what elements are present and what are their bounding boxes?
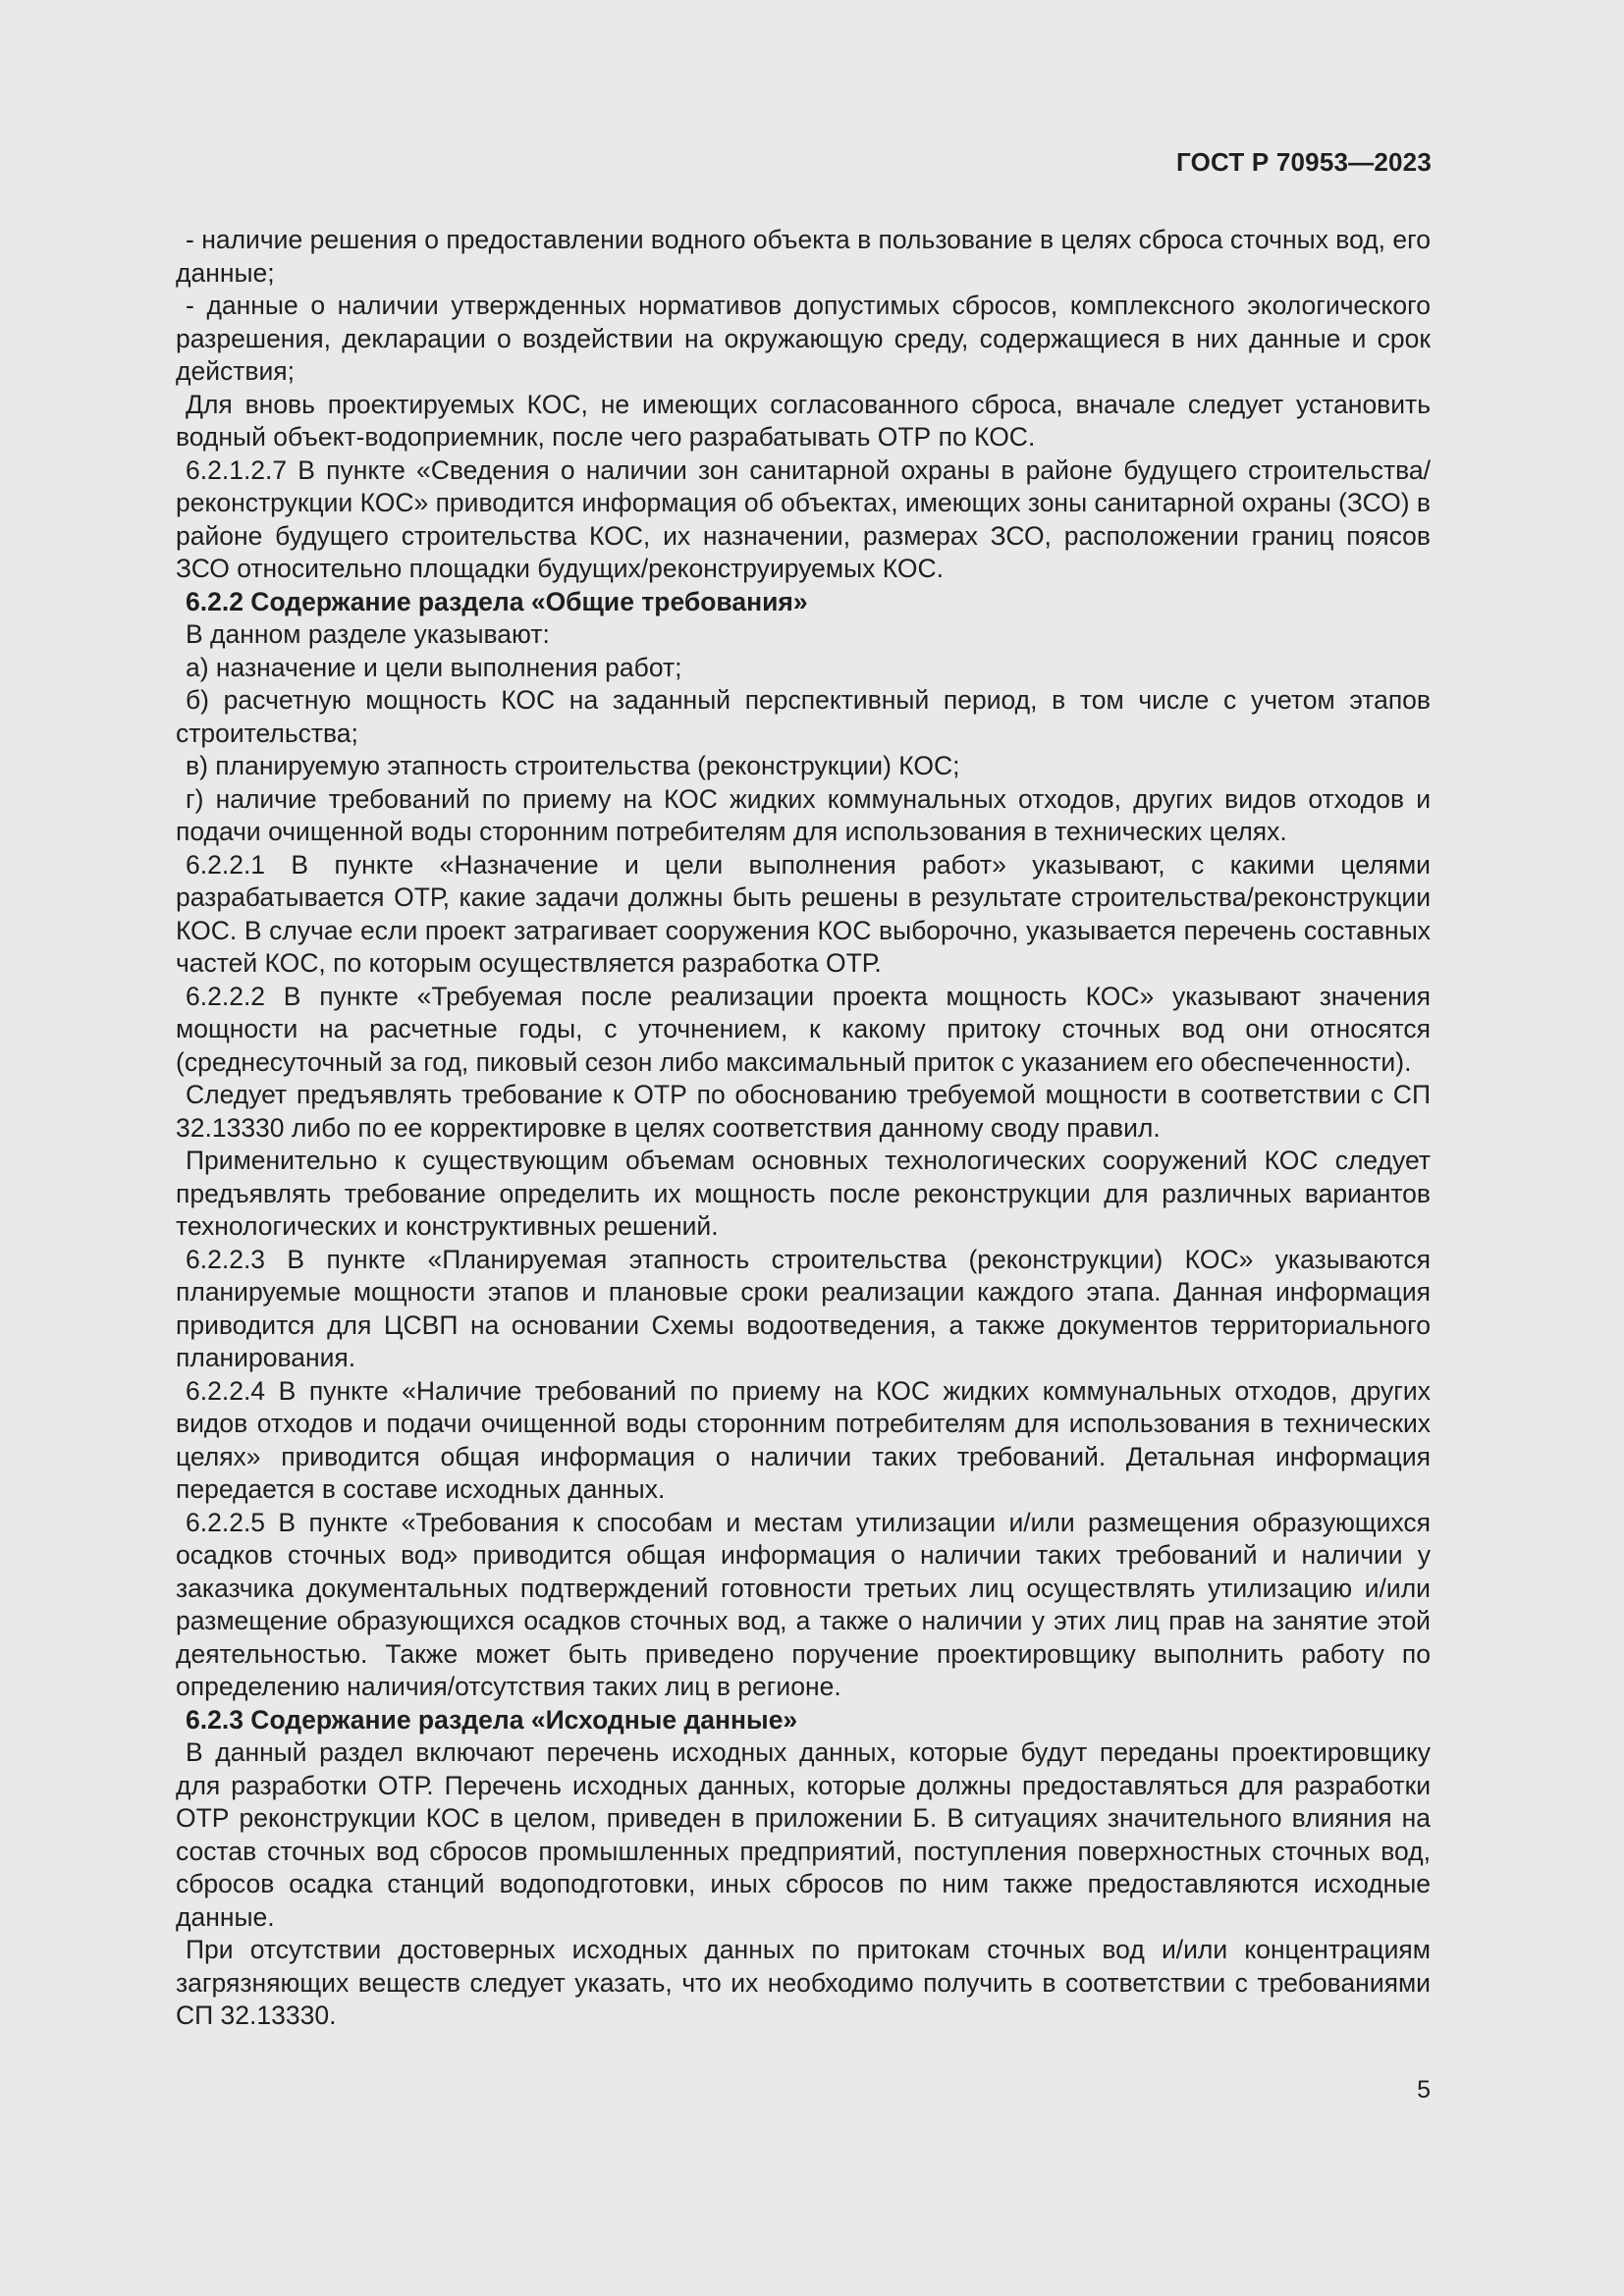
paragraph: Применительно к существующим объемам основных технологических сооружений КОС следует предъявлять требование определить их мощность после реконструкции для различных вариантов технологических и конструктивных решений. [176,1146,1431,1241]
section-heading: 6.2.3 Содержание раздела «Исходные данные» [186,1704,798,1735]
list-item-lettered: б) расчетную мощность КОС на заданный перспективный период, в том числе с учетом этапов строительства; [176,685,1431,748]
document-body [176,224,1431,2033]
paragraph: 6.2.2.2 В пункте «Требуемая после реализации проекта мощность КОС» указывают значения мощности на расчетные годы, с уточнением, к какому притоку сточных вод они относятся (среднесуточный за год, пиковый сезон либо максимальный приток с указанием его обеспеченности). [176,981,1431,1077]
paragraph: В данном разделе указывают: [186,619,550,649]
paragraph: 6.2.2.1 В пункте «Назначение и цели выполнения работ» указывают, с какими целями разрабатывается ОТР, какие задачи должны быть решены в результате строительства/реконструкции КОС. В случае если проект затрагивает сооружения КОС выборочно, указывается перечень составных частей КОС, по которым осуществляется разработка ОТР. [176,849,1431,978]
paragraph: При отсутствии достоверных исходных данных по притокам сточных вод и/или концентрациям загрязняющих веществ следует указать, что их необходимо получить в соответствии с требованиями СП 32.13330. [176,1935,1431,2030]
list-item-dash: - данные о наличии утвержденных нормативов допустимых сбросов, комплексного экологического разрешения, декларации о воздействии на окружающую среду, содержащиеся в них данные и срок действия; [176,291,1431,386]
paragraph: 6.2.2.3 В пункте «Планируемая этапность строительства (реконструкции) КОС» указываются планируемые мощности этапов и плановые сроки реализации каждого этапа. Данная информация приводится для ЦСВП на основании Схемы водоотведения, а также документов территориального планирования. [176,1244,1431,1372]
paragraph: В данный раздел включают перечень исходных данных, которые будут переданы проектировщику для разработки ОТР. Перечень исходных данных, которые должны предоставляться для разработки ОТР реконструкции КОС в целом, приведен в приложении Б. В ситуациях значительного влияния на состав сточных вод сбросов промышленных предприятий, поступления поверхностных сточных вод, сбросов осадка станций водоподготовки, иных сбросов по ним также предоставляются исходные данные. [176,1737,1431,1932]
paragraph: 6.2.1.2.7 В пункте «Сведения о наличии зон санитарной охраны в районе будущего строительства/реконструкции КОС» приводится информация об объектах, имеющих зоны санитарной охраны (ЗСО) в районе будущего строительства КОС, их назначении, размерах ЗСО, расположении границ поясов ЗСО относительно площадки будущих/реконструируемых КОС. [176,454,1431,583]
paragraph: 6.2.2.4 В пункте «Наличие требований по приему на КОС жидких коммунальных отходов, других видов отходов и подачи очищенной воды сторонним потребителям для использования в технических целях» приводится общая информация о наличии таких требований. Детальная информация передается в составе исходных данных. [176,1375,1431,1504]
paragraph: Следует предъявлять требование к ОТР по обоснованию требуемой мощности в соответствии с СП 32.13330 либо по ее корректировке в целях соответствия данному своду правил. [176,1080,1431,1143]
list-item-lettered: а) назначение и цели выполнения работ; [186,652,682,682]
paragraph: Для вновь проектируемых КОС, не имеющих согласованного сброса, вначале следует установить водный объект-водоприемник, после чего разрабатывать ОТР по КОС. [176,389,1431,452]
paragraph: 6.2.2.5 В пункте «Требования к способам и местам утилизации и/или размещения образующихся осадков сточных вод» приводится общая информация о наличии таких требований и наличии у заказчика документальных подтверждений готовности третьих лиц осуществлять утилизацию и/или размещение образующихся осадков сточных вод, а также о наличии у этих лиц прав на занятие этой деятельностью. Также может быть приведено поручение проектировщику выполнить работу по определению наличия/отсутствия таких лиц в регионе. [176,1507,1431,1701]
list-item-lettered: в) планируемую этапность строительства (реконструкции) КОС; [186,751,960,780]
document-header: ГОСТ Р 70953—2023 [1176,147,1432,177]
list-item-dash: - наличие решения о предоставлении водного объекта в пользование в целях сброса сточных вод, его данные; [176,225,1431,288]
page-number: 5 [1417,2076,1431,2104]
section-heading: 6.2.2 Содержание раздела «Общие требования» [186,586,808,616]
list-item-lettered: г) наличие требований по приему на КОС жидких коммунальных отходов, других видов отходов и подачи очищенной воды сторонним потребителям для использования в технических целях. [176,783,1431,846]
